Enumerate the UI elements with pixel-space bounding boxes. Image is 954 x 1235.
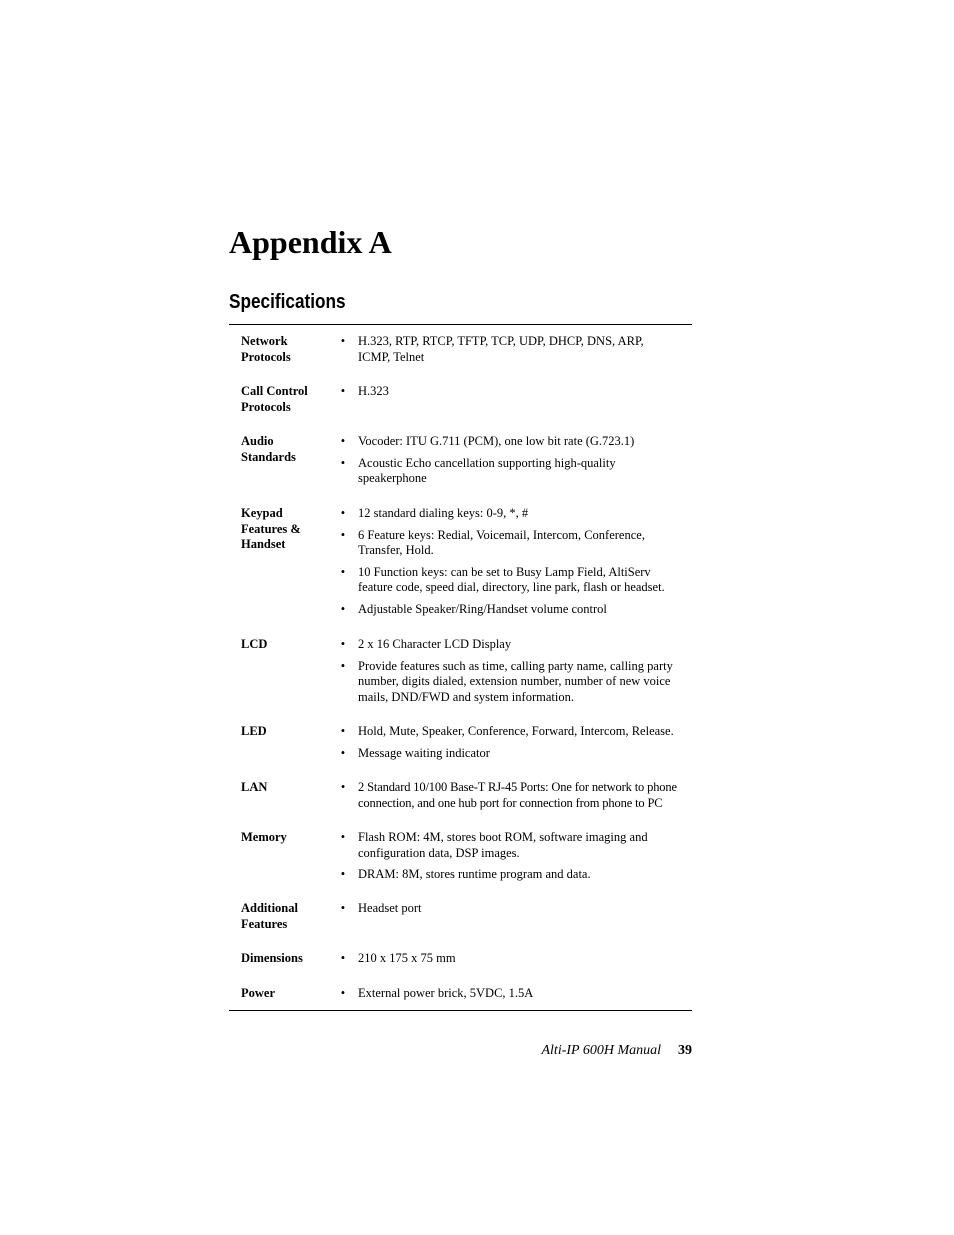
page-title: Appendix A: [229, 224, 392, 260]
spec-item-text: 210 x 175 x 75 mm: [358, 951, 456, 965]
spec-item: [339, 986, 679, 1002]
spec-items: [339, 986, 679, 1008]
bullet-icon: •: [340, 830, 346, 844]
spec-item: [339, 506, 679, 522]
spec-item: [339, 724, 679, 740]
bullet-icon: •: [340, 658, 346, 673]
spec-item-text: 6 Feature keys: Redial, Voicemail, Intercom, Conference, Transfer, Hold.: [358, 527, 645, 558]
spec-item-text: 2 Standard 10/100 Base-T RJ-45 Ports: One for network to phone connection, and one hub port for connection from phone to PC: [358, 780, 677, 810]
spec-label: Additional Features: [241, 901, 298, 931]
bullet-icon: •: [340, 867, 346, 882]
spec-items: [339, 434, 679, 493]
bullet-icon: •: [340, 724, 346, 738]
spec-item-text: Headset port: [358, 901, 422, 915]
bullet-icon: •: [340, 434, 346, 448]
spec-item-text: 10 Function keys: can be set to Busy Lamp Field, AltiServ feature code, speed dial, directory, line park, flash or headset.: [358, 564, 665, 595]
spec-items: [339, 384, 679, 406]
spec-label: LAN: [241, 780, 268, 794]
bullet-icon: •: [340, 564, 346, 579]
spec-item-text: Provide features such as time, calling party name, calling party number, digits dialed, extension number, number of new voice mails, DND/FWD and system information.: [358, 658, 673, 704]
spec-items: [339, 780, 684, 817]
bullet-icon: •: [340, 455, 346, 470]
section-title: Specifications: [229, 291, 346, 313]
spec-item: [339, 528, 679, 559]
bullet-icon: •: [340, 986, 346, 1000]
spec-item: [339, 602, 679, 618]
bullet-icon: •: [340, 334, 346, 348]
spec-items: [339, 506, 679, 624]
bullet-icon: •: [340, 745, 346, 760]
spec-item-text: Hold, Mute, Speaker, Conference, Forward, Intercom, Release.: [358, 724, 674, 738]
spec-item: [339, 659, 679, 706]
spec-item: [339, 830, 659, 861]
bullet-icon: •: [340, 951, 346, 965]
bullet-icon: •: [340, 901, 346, 915]
spec-item-text: H.323: [358, 384, 389, 398]
spec-item-text: 2 x 16 Character LCD Display: [358, 637, 512, 651]
spec-label: LCD: [241, 637, 268, 651]
spec-items: [339, 334, 679, 371]
spec-label: Network Protocols: [241, 334, 291, 364]
spec-label: Call Control Protocols: [241, 384, 308, 414]
table-bottom-rule: [229, 1010, 692, 1011]
bullet-icon: •: [340, 506, 346, 520]
spec-item: [339, 565, 679, 596]
table-top-rule: [229, 324, 692, 325]
bullet-icon: •: [340, 780, 346, 794]
spec-items: [339, 901, 679, 923]
spec-item: [339, 637, 679, 653]
spec-label: Memory: [241, 830, 287, 844]
spec-item-text: 12 standard dialing keys: 0-9, *, #: [358, 506, 529, 520]
bullet-icon: •: [340, 527, 346, 542]
spec-item-text: Adjustable Speaker/Ring/Handset volume control: [358, 601, 607, 616]
spec-item-text: DRAM: 8M, stores runtime program and data.: [358, 867, 591, 882]
spec-items: [339, 951, 679, 973]
spec-item: [339, 456, 679, 487]
spec-item: [339, 780, 684, 811]
spec-item-text: Message waiting indicator: [358, 745, 490, 760]
spec-label: Dimensions: [241, 951, 303, 965]
footer-manual-title: Alti-IP 600H Manual: [541, 1043, 661, 1058]
spec-item-text: Acoustic Echo cancellation supporting high-quality speakerphone: [358, 455, 616, 486]
spec-items: [339, 637, 679, 711]
spec-label: Power: [241, 986, 276, 1000]
spec-item: [339, 434, 679, 450]
spec-item: [339, 334, 679, 365]
footer-page-number: 39: [678, 1043, 692, 1058]
spec-item: [339, 384, 679, 400]
bullet-icon: •: [340, 637, 346, 651]
spec-item: [339, 951, 679, 967]
spec-items: [339, 724, 679, 767]
spec-label: Keypad Features & Handset: [241, 506, 301, 552]
spec-item-text: H.323, RTP, RTCP, TFTP, TCP, UDP, DHCP, DNS, ARP, ICMP, Telnet: [358, 334, 644, 364]
spec-label: Audio Standards: [241, 434, 296, 464]
spec-item-text: Flash ROM: 4M, stores boot ROM, software imaging and configuration data, DSP images.: [358, 830, 648, 860]
spec-item: [339, 867, 659, 883]
bullet-icon: •: [340, 601, 346, 616]
bullet-icon: •: [340, 384, 346, 398]
spec-item-text: External power brick, 5VDC, 1.5A: [358, 986, 534, 1000]
spec-items: [339, 830, 659, 889]
spec-item: [339, 901, 679, 917]
spec-item-text: Vocoder: ITU G.711 (PCM), one low bit rate (G.723.1): [358, 434, 635, 448]
spec-item: [339, 746, 679, 762]
spec-label: LED: [241, 724, 267, 738]
